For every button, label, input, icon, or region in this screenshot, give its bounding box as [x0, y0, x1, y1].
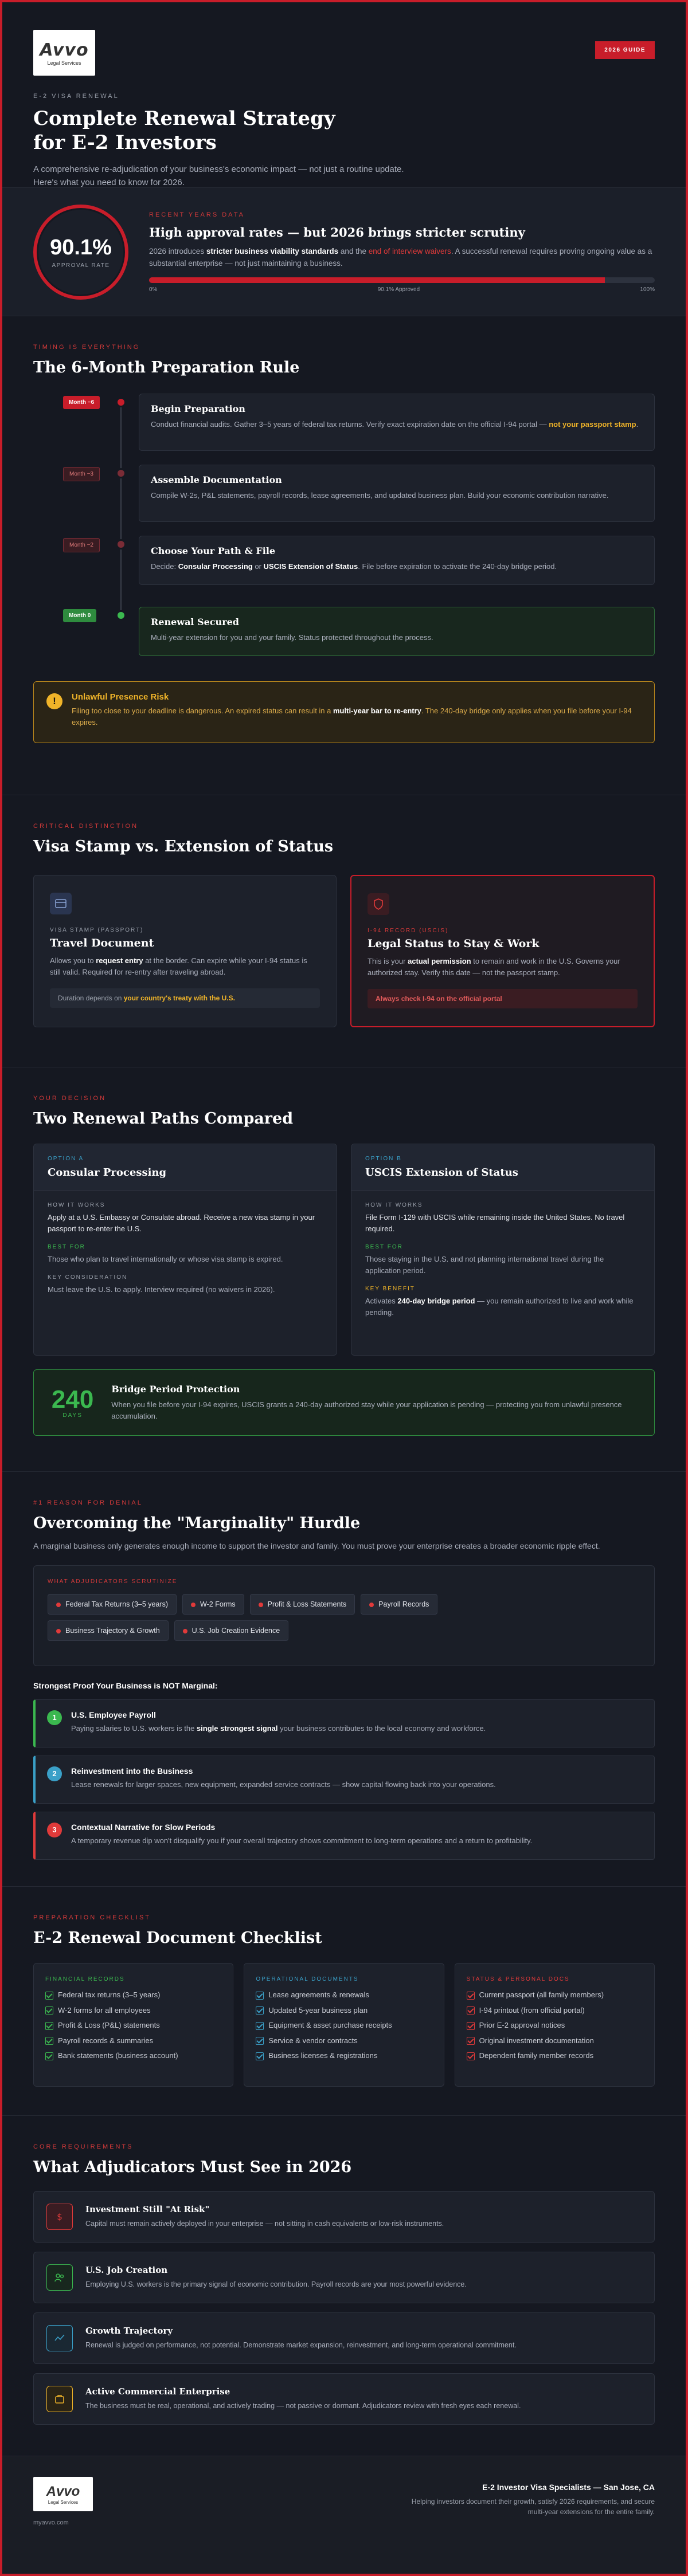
- hurdle-title: Overcoming the "Marginality" Hurdle: [33, 1514, 361, 1532]
- title-line-1: Complete Renewal Strategy: [33, 107, 335, 130]
- checklist-column: [455, 1963, 655, 2087]
- checklist-item-label: Original investment documentation: [479, 2036, 594, 2045]
- briefcase-icon: [46, 2386, 73, 2412]
- how-text: File Form I-129 with USCIS while remaining inside the United States. No travel required.: [365, 1213, 625, 1233]
- checkbox-icon[interactable]: [256, 1992, 264, 2000]
- step-tag: Month 0: [63, 609, 96, 622]
- bridge-days: [51, 1387, 94, 1419]
- passport-icon: [50, 893, 72, 914]
- step-card: [139, 394, 655, 451]
- step-card: [139, 465, 655, 522]
- approval-rate-label: APPROVAL RATE: [52, 262, 110, 269]
- stats-heading: High approval rates — but 2026 brings stricter scrutiny: [149, 225, 525, 239]
- key-label: KEY CONSIDERATION: [48, 1274, 128, 1281]
- checklist-column-label: OPERATIONAL DOCUMENTS: [256, 1976, 359, 1982]
- checklist-item[interactable]: [467, 2051, 643, 2060]
- checklist-column-label: STATUS & PERSONAL DOCS: [466, 1976, 570, 1982]
- bridge-body: When you file before your I-94 expires, USCIS grants a 240-day authorized stay while your application is pending — protecting you from unlawful presence accumulation.: [111, 1400, 622, 1420]
- core-list: [33, 2191, 655, 2425]
- step-title: Assemble Documentation: [151, 474, 282, 485]
- warning-icon: !: [46, 693, 62, 709]
- distinction-title: Visa Stamp vs. Extension of Status: [33, 838, 334, 855]
- logo-subtext: Legal Services: [47, 60, 81, 66]
- alert-body: Filing too close to your deadline is dangerous. An expired status can result in a multi-year bar to re-entry. The 240-day bridge only applies when you file before your I-94 expires.: [72, 706, 632, 727]
- bullet-icon: [56, 1603, 61, 1607]
- progress-mid-label: 90.1% Approved: [377, 286, 420, 293]
- option-a-title: Consular Processing: [48, 1167, 167, 1179]
- best-text: Those staying in the U.S. and not planning international travel during the application period.: [365, 1255, 604, 1275]
- intro-line-1: A comprehensive re-adjudication of your business's economic impact — not just a routine update.: [33, 164, 404, 174]
- timeline-step: [33, 607, 655, 678]
- core-title: What Adjudicators Must See in 2026: [33, 2158, 352, 2176]
- option-b-card: [351, 1144, 655, 1356]
- requirement-body: Renewal is judged on performance, not potential. Demonstrate market expansion, reinvestment, and long-term operational commitment.: [85, 2341, 517, 2349]
- progress-labels: [149, 286, 655, 293]
- checkbox-icon[interactable]: [467, 2022, 475, 2030]
- stats-kicker: RECENT YEARS DATA: [149, 211, 245, 218]
- proof-card: [33, 1812, 655, 1860]
- intro-line-2: Here's what you need to know for 2026.: [33, 178, 185, 187]
- checklist-item[interactable]: [45, 2021, 221, 2030]
- requirement-title: Active Commercial Enterprise: [85, 2386, 230, 2397]
- scrutiny-tag: [174, 1620, 289, 1641]
- footer-logo-subtext: Legal Services: [48, 2499, 79, 2505]
- checklist-item[interactable]: [45, 1990, 221, 2000]
- checkbox-icon[interactable]: [467, 2037, 475, 2045]
- checkbox-icon[interactable]: [256, 2052, 264, 2060]
- unlawful-presence-alert: [33, 681, 655, 743]
- requirement-title: U.S. Job Creation: [85, 2265, 168, 2275]
- requirement-body: Capital must remain actively deployed in your enterprise — not sitting in cash equivalents or low-risk instruments.: [85, 2220, 444, 2228]
- bullet-icon: [369, 1603, 374, 1607]
- checklist-item-label: Business licenses & registrations: [268, 2051, 378, 2060]
- option-b-label: OPTION B: [365, 1156, 402, 1162]
- checkbox-icon[interactable]: [256, 2037, 264, 2045]
- requirement-card: [33, 2312, 655, 2364]
- proof-title: Reinvestment into the Business: [71, 1766, 193, 1776]
- checklist-item-label: Federal tax returns (3–5 years): [58, 1990, 161, 1999]
- checklist-item-label: Dependent family member records: [479, 2051, 594, 2060]
- people-icon: [46, 2264, 73, 2291]
- scrutiny-tag: [250, 1594, 355, 1615]
- footer-url[interactable]: myavvo.com: [33, 2519, 69, 2526]
- option-b-title: USCIS Extension of Status: [365, 1167, 518, 1179]
- checklist-item[interactable]: [45, 2006, 221, 2015]
- checklist-item[interactable]: [256, 2036, 432, 2045]
- bridge-days-value: 240: [51, 1385, 94, 1413]
- title-line-2: for E-2 Investors: [33, 131, 217, 154]
- step-dot: [116, 610, 126, 621]
- svg-text:$: $: [57, 2212, 62, 2222]
- step-body: Decide: Consular Processing or USCIS Extension of Status. File before expiration to activate the 240-day bridge period.: [151, 562, 557, 571]
- checklist-item-label: W-2 forms for all employees: [58, 2005, 151, 2015]
- proof-card: [33, 1699, 655, 1748]
- approval-rate-value: 90.1%: [50, 235, 112, 260]
- visa-stamp-label: VISA STAMP (PASSPORT): [50, 927, 144, 933]
- bullet-icon: [183, 1629, 187, 1633]
- checkbox-icon[interactable]: [45, 2052, 53, 2060]
- proof-body: Paying salaries to U.S. workers is the single strongest signal your business contributes to the local economy and workforce.: [71, 1724, 486, 1733]
- key-label: KEY BENEFIT: [365, 1286, 415, 1292]
- bridge-days-label: DAYS: [62, 1412, 83, 1419]
- checklist-columns: [33, 1963, 655, 2087]
- checklist-kicker: PREPARATION CHECKLIST: [33, 1914, 151, 1921]
- checkbox-icon[interactable]: [467, 2052, 475, 2060]
- bullet-icon: [56, 1629, 61, 1633]
- checklist-item[interactable]: [467, 1990, 643, 2000]
- best-text: Those who plan to travel internationally or whose visa stamp is expired.: [48, 1255, 283, 1263]
- checklist-item-label: Updated 5-year business plan: [268, 2005, 368, 2015]
- requirement-card: [33, 2252, 655, 2303]
- step-title: Renewal Secured: [151, 616, 239, 627]
- how-text: Apply at a U.S. Embassy or Consulate abroad. Receive a new visa stamp in your passport to re-enter the U.S.: [48, 1213, 315, 1233]
- timeline-step: [33, 465, 655, 536]
- hero-kicker: E-2 VISA RENEWAL: [33, 93, 119, 100]
- alert-title: Unlawful Presence Risk: [72, 692, 169, 702]
- checklist-section: [2, 1887, 686, 2116]
- checklist-item[interactable]: [256, 2021, 432, 2030]
- checklist-item[interactable]: [45, 2036, 221, 2045]
- requirement-title: Growth Trajectory: [85, 2326, 173, 2336]
- stats-body: 2026 introduces stricter business viability standards and the end of interview waivers. A successful renewal requires proving ongoing value as a substantial enterprise — not just maintaining a business.: [149, 246, 652, 268]
- tag-label: Profit & Loss Statements: [267, 1600, 347, 1608]
- timeline-step: [33, 394, 655, 465]
- checkbox-icon[interactable]: [256, 2022, 264, 2030]
- step-dot: [116, 539, 126, 549]
- checklist-item-label: Service & vendor contracts: [268, 2036, 358, 2045]
- i94-title: Legal Status to Stay & Work: [368, 937, 540, 950]
- footer-logo-text: Avvo: [46, 2483, 80, 2499]
- tag-label: W-2 Forms: [200, 1600, 236, 1608]
- timeline-line: [120, 402, 122, 619]
- step-tag: Month −6: [63, 396, 100, 409]
- footer-logo[interactable]: [33, 2477, 93, 2511]
- step-dot: [116, 397, 126, 407]
- distinction-section: [2, 795, 686, 1067]
- i94-body: This is your actual permission to remain and work in the U.S. Governs your authorized stay. Verify this date — not the passport stamp.: [368, 957, 620, 977]
- distinction-kicker: CRITICAL DISTINCTION: [33, 823, 139, 830]
- checklist-title: E-2 Renewal Document Checklist: [33, 1929, 322, 1947]
- option-a-label: OPTION A: [48, 1156, 84, 1162]
- visa-stamp-note: Duration depends on your country's treaty with the U.S.: [50, 988, 320, 1008]
- approval-progress-fill: [149, 277, 605, 283]
- proof-number: 1: [47, 1710, 62, 1725]
- best-label: BEST FOR: [48, 1244, 85, 1250]
- i94-card: [350, 875, 655, 1027]
- timeline-step: [33, 536, 655, 607]
- step-body: Multi-year extension for you and your family. Status protected throughout the process.: [151, 633, 433, 642]
- requirement-card: [33, 2191, 655, 2243]
- checklist-item[interactable]: [467, 2021, 643, 2030]
- checklist-column: [244, 1963, 444, 2087]
- hero-intro: [33, 163, 655, 189]
- step-title: Begin Preparation: [151, 403, 245, 414]
- approval-progress-bar: [149, 277, 655, 283]
- option-a-card: [33, 1144, 337, 1356]
- step-dot: [116, 468, 126, 478]
- checkbox-icon[interactable]: [467, 1992, 475, 2000]
- checklist-column-label: FINANCIAL RECORDS: [45, 1976, 125, 1982]
- requirement-body: The business must be real, operational, and actively trading — not passive or dormant. Adjudicators review with fresh eyes each renewal.: [85, 2402, 521, 2410]
- checklist-item-label: Current passport (all family members): [479, 1990, 604, 1999]
- proof-title: U.S. Employee Payroll: [71, 1710, 156, 1719]
- bridge-title: Bridge Period Protection: [111, 1383, 240, 1395]
- checkbox-icon[interactable]: [256, 2006, 264, 2015]
- tag-label: Payroll Records: [378, 1600, 429, 1608]
- footer-title: E-2 Investor Visa Specialists — San Jose, CA: [482, 2483, 655, 2492]
- scrutiny-tag: [361, 1594, 437, 1615]
- bullet-icon: [191, 1603, 196, 1607]
- i94-label: I-94 RECORD (USCIS): [368, 928, 449, 934]
- requirement-title: Investment Still "At Risk": [85, 2204, 210, 2214]
- visa-stamp-card: [33, 875, 337, 1027]
- checklist-item[interactable]: [467, 2036, 643, 2045]
- timing-title: The 6-Month Preparation Rule: [33, 359, 300, 376]
- footer: [2, 2456, 686, 2574]
- proof-body: Lease renewals for larger spaces, new equipment, expanded service contracts — show capital flowing back into your operations.: [71, 1780, 496, 1789]
- logo-text: Avvo: [40, 40, 89, 60]
- hurdle-section: [2, 1472, 686, 1887]
- hero-section: [2, 2, 686, 188]
- proof-card: [33, 1756, 655, 1804]
- checkbox-icon[interactable]: [45, 2037, 53, 2045]
- tag-label: Business Trajectory & Growth: [65, 1627, 160, 1635]
- trend-icon: [46, 2325, 73, 2351]
- footer-body: Helping investors document their growth, satisfy 2026 requirements, and secure multi-year extensions for the entire family.: [411, 2498, 655, 2516]
- hurdle-kicker: #1 REASON FOR DENIAL: [33, 1499, 143, 1506]
- guide-badge: 2026 GUIDE: [595, 41, 655, 59]
- step-body: Compile W-2s, P&L statements, payroll records, lease agreements, and updated business plan. Build your economic contribution narrative.: [151, 491, 609, 500]
- page-title: [33, 107, 655, 155]
- bullet-icon: [259, 1603, 263, 1607]
- scrutiny-box: [33, 1565, 655, 1666]
- scrutiny-label: WHAT ADJUDICATORS SCRUTINIZE: [48, 1578, 178, 1585]
- i94-portal-note[interactable]: Always check I-94 on the official portal: [368, 989, 638, 1008]
- tag-label: U.S. Job Creation Evidence: [191, 1627, 280, 1635]
- dollar-icon: [46, 2204, 73, 2230]
- visa-stamp-title: Travel Document: [50, 937, 154, 949]
- proof-body: A temporary revenue dip won't disqualify you if your overall trajectory shows commitment to long-term operations and a return to profitability.: [71, 1836, 533, 1845]
- shield-icon: [368, 893, 389, 915]
- requirement-card: [33, 2373, 655, 2425]
- core-kicker: CORE REQUIREMENTS: [33, 2143, 134, 2150]
- proof-title: Contextual Narrative for Slow Periods: [71, 1823, 216, 1832]
- step-body: Conduct financial audits. Gather 3–5 years of federal tax returns. Verify exact expiration date on the official I-94 portal — not your passport stamp.: [151, 420, 639, 429]
- checklist-item[interactable]: [467, 2006, 643, 2015]
- scrutiny-tag: [48, 1620, 169, 1641]
- checklist-item[interactable]: [256, 2051, 432, 2060]
- bridge-period-card: [33, 1369, 655, 1436]
- step-tag: Month −3: [63, 467, 100, 481]
- stats-section: [2, 188, 686, 316]
- tag-label: Federal Tax Returns (3–5 years): [65, 1600, 169, 1608]
- step-tag: Month −2: [63, 538, 100, 552]
- step-card: [139, 536, 655, 585]
- checklist-item[interactable]: [256, 1990, 432, 2000]
- checklist-item-label: Lease agreements & renewals: [268, 1990, 369, 1999]
- checklist-item-label: Bank statements (business account): [58, 2051, 178, 2060]
- checklist-item-label: Equipment & asset purchase receipts: [268, 2021, 392, 2030]
- requirement-body: Employing U.S. workers is the primary signal of economic contribution. Payroll records are your most powerful evidence.: [85, 2280, 467, 2288]
- progress-max-label: 100%: [640, 286, 655, 293]
- timeline: [33, 394, 655, 678]
- step-card: [139, 607, 655, 656]
- paths-section: [2, 1067, 686, 1472]
- approval-rate-ring: [33, 205, 128, 300]
- key-text: Must leave the U.S. to apply. Interview required (no waivers in 2026).: [48, 1285, 275, 1294]
- scrutiny-tag: [182, 1594, 244, 1615]
- checklist-item-label: Prior E-2 approval notices: [479, 2021, 565, 2030]
- scrutiny-tags: [48, 1594, 518, 1641]
- timing-kicker: TIMING IS EVERYTHING: [33, 344, 140, 351]
- key-text: Activates 240-day bridge period — you remain authorized to live and work while pending.: [365, 1297, 634, 1317]
- checklist-item[interactable]: [45, 2051, 221, 2060]
- proof-number: 2: [47, 1766, 62, 1781]
- best-label: BEST FOR: [365, 1244, 403, 1250]
- logo[interactable]: [33, 30, 95, 76]
- checkbox-icon[interactable]: [45, 2022, 53, 2030]
- checklist-item[interactable]: [256, 2006, 432, 2015]
- checklist-item-label: I-94 printout (from official portal): [479, 2005, 585, 2015]
- how-label: HOW IT WORKS: [48, 1202, 105, 1208]
- proof-heading: Strongest Proof Your Business is NOT Marginal:: [33, 1681, 218, 1690]
- checklist-item-label: Profit & Loss (P&L) statements: [58, 2021, 160, 2030]
- hurdle-intro: A marginal business only generates enough income to support the investor and family. You must prove your enterprise creates a broader economic ripple effect.: [33, 1541, 600, 1550]
- how-label: HOW IT WORKS: [365, 1202, 423, 1208]
- checkbox-icon[interactable]: [45, 2006, 53, 2015]
- paths-kicker: YOUR DECISION: [33, 1095, 107, 1102]
- step-title: Choose Your Path & File: [151, 545, 276, 556]
- timing-section: [2, 316, 686, 795]
- proof-number: 3: [47, 1823, 62, 1837]
- paths-title: Two Renewal Paths Compared: [33, 1110, 294, 1128]
- scrutiny-tag: [48, 1594, 177, 1615]
- checklist-column: [33, 1963, 233, 2087]
- checkbox-icon[interactable]: [467, 2006, 475, 2015]
- stats-text: [149, 211, 655, 293]
- checklist-item-label: Payroll records & summaries: [58, 2036, 154, 2045]
- checkbox-icon[interactable]: [45, 1992, 53, 2000]
- visa-stamp-body: Allows you to request entry at the border. Can expire while your I-94 status is still valid. Required for re-entry after traveling abroad.: [50, 956, 307, 976]
- proof-list: [33, 1699, 655, 1860]
- progress-min-label: 0%: [149, 286, 158, 293]
- core-section: [2, 2116, 686, 2456]
